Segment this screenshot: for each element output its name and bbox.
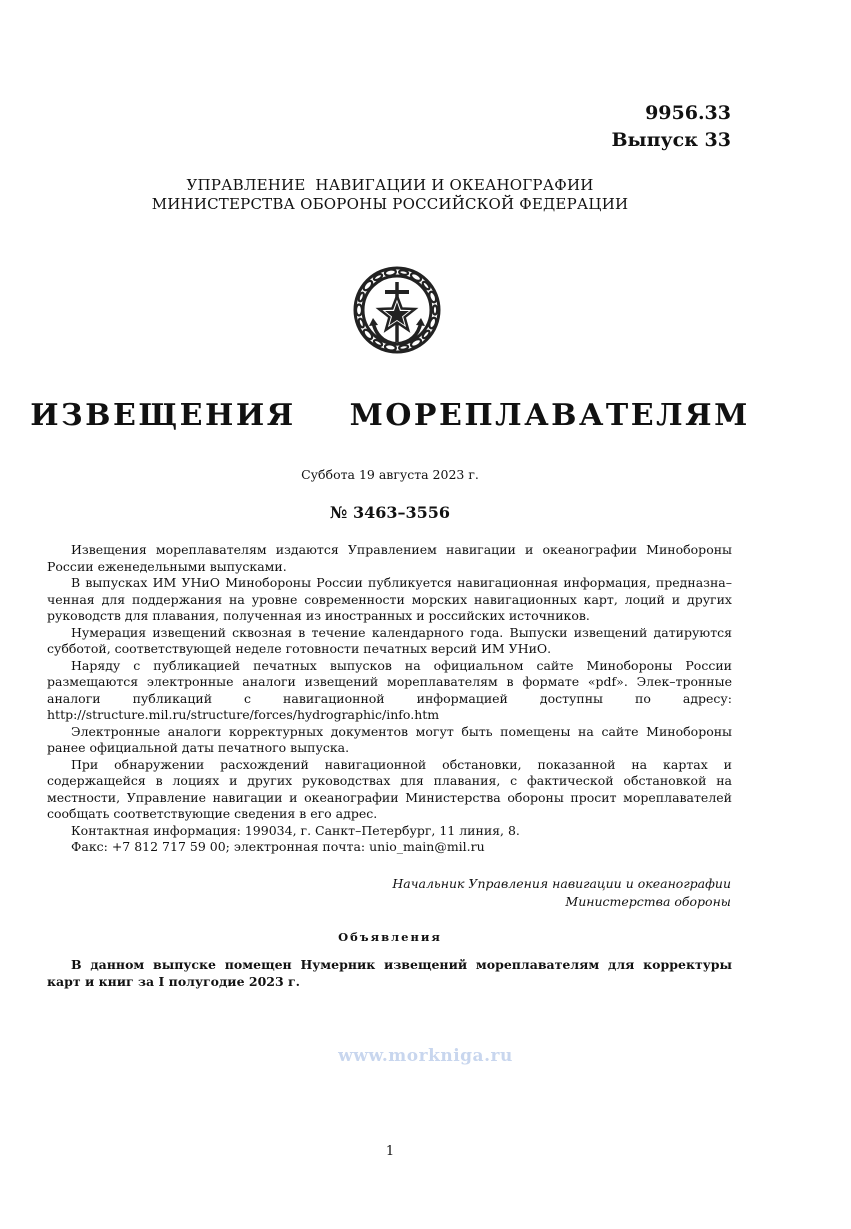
announcement-text: В данном выпуске помещен Нумерник извещений мореплавателям для корректуры карт и книг за I полугодие 2023 г.: [47, 957, 732, 989]
organization-line-2: МИНИСТЕРСТВА ОБОРОНЫ РОССИЙСКОЙ ФЕДЕРАЦИИ: [151, 195, 629, 213]
paragraph: Извещения мореплавателям издаются Управлением навигации и океанографии Минобороны России еженедельными выпусками.: [47, 542, 732, 574]
document-code: 9956.33: [645, 102, 731, 124]
signature-line-1: Начальник Управления навигации и океанографии: [392, 876, 731, 891]
paragraph: Электронные аналоги корректурных документов могут быть помещены на сайте Минобороны ранее официальной даты печатного выпуска.: [47, 723, 732, 755]
paragraph: Нумерация извещений сквозная в течение календарного года. Выпуски извещений датируются субботой, соответствующей неделе готовности печатных версий ИМ УНиО.: [47, 624, 732, 656]
anchor-star-chain-emblem-icon: [347, 260, 447, 360]
signature-line-2: Министерства обороны: [565, 894, 731, 909]
document-code-block: [611, 100, 731, 154]
issue-date: Суббота 19 августа 2023 г.: [301, 467, 479, 482]
chain-link: [433, 306, 437, 315]
paragraph: Наряду с публикацией печатных выпусков на официальном сайте Минобороны России размещаются электронные аналоги извещений мореплавателям в формате «pdf». Элек–тронные аналоги публикаций с навигационной информацией доступны по адресу: http://structure.mil.ru/structure/forces/hydrographic/info.htm: [47, 657, 732, 722]
page-number: 1: [385, 1144, 395, 1159]
watermark: www.morkniga.ru: [338, 1046, 513, 1066]
issue-number: Выпуск 33: [611, 129, 731, 151]
organization-line-1: УПРАВЛЕНИЕ НАВИГАЦИИ И ОКЕАНОГРАФИИ: [186, 176, 594, 194]
notice-number-range: № 3463–3556: [329, 503, 451, 522]
chain-link: [384, 269, 396, 277]
page-title: ИЗВЕЩЕНИЯ МОРЕПЛАВАТЕЛЯМ: [30, 398, 750, 433]
chain-link: [356, 305, 362, 316]
announcements-heading: Объявления: [338, 930, 442, 944]
paragraph: При обнаружении расхождений навигационной обстановки, показанной на картах и содержащейся в лоциях и других руководствах для плавания, с фактической обстановкой на местности, Управление навигации и океанографии Министерства обороны просит мореплавателей сообщать соответствующие сведения в его адрес.: [47, 756, 732, 821]
chain-link: [399, 344, 409, 350]
chain-link: [362, 328, 374, 340]
contact-address: Контактная информация: 199034, г. Санкт–Петербург, 11 линия, 8.: [71, 822, 520, 838]
intro-text: [47, 542, 732, 856]
chain-link: [399, 270, 409, 276]
organization-name: [0, 176, 780, 214]
contact-fax-email: Факс: +7 812 717 59 00; электронная почта: unio_main@mil.ru: [71, 839, 485, 854]
paragraph: В выпусках ИМ УНиО Минобороны России публикуется навигационная информация, предназна–ченная для поддержания на уровне современности морских навигационных карт, лоций и других руководств для плавания, полученная из иностранных и российских источников.: [47, 575, 732, 623]
signature-block: [392, 875, 731, 911]
chain-link: [362, 279, 374, 291]
